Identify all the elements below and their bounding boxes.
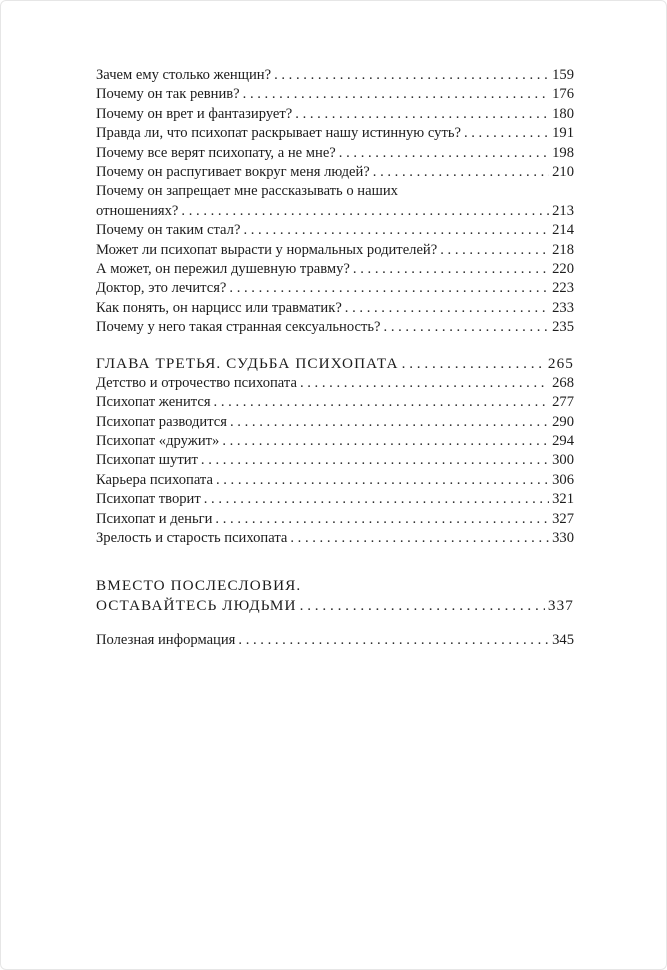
toc-entry[interactable] [96,260,574,279]
dot-leader [339,144,549,163]
dot-leader [384,318,550,337]
toc-entry-page: 223 [552,280,574,297]
toc-entry-page: 330 [552,529,574,546]
toc-chapter-heading[interactable] [96,354,574,373]
useful-info-page: 345 [552,632,574,649]
toc-entry-page: 235 [552,319,574,336]
dot-leader [230,413,549,432]
toc-entry-title: Детство и отрочество психопата [96,374,297,391]
toc-entry-page: 306 [552,471,574,488]
toc-entry-title: Доктор, это лечится? [96,280,227,297]
dot-leader [290,529,549,548]
dot-leader [345,299,549,318]
toc-entry[interactable] [96,163,574,182]
toc-entry-title: Как понять, он нарцисс или травматик? [96,299,342,316]
toc-entry-title: Почему он таким стал? [96,222,241,239]
toc-entry-title: Психопат «дружит» [96,433,220,450]
toc-entry-page: 321 [552,491,574,508]
toc-entry-title: Зачем ему столько женщин? [96,67,272,83]
dot-leader [216,471,549,490]
toc-entry-title: Психопат и деньги [96,510,213,527]
toc-entry-title-line1[interactable]: Почему он запрещает мне рассказывать о наших [96,183,398,200]
section-spacer [96,548,574,576]
toc-entry[interactable] [96,124,574,143]
toc-entry-page: 191 [552,125,574,142]
toc-entry-page: 218 [552,241,574,258]
toc-entry[interactable] [96,432,574,451]
toc-entry[interactable] [96,451,574,470]
dot-leader [214,393,550,412]
dot-leader [353,260,549,279]
dot-leader [464,124,549,143]
toc-entry-title: Почему он врет и фантазирует? [96,105,293,122]
toc-entry[interactable] [96,374,574,393]
dot-leader [300,596,545,615]
toc-entry-title: Карьера психопата [96,471,213,488]
toc-chapter-heading[interactable] [96,596,574,615]
toc-entry[interactable] [96,144,574,163]
useful-info-title: Полезная информация [96,632,236,649]
toc-entry[interactable] [96,471,574,490]
toc-entry[interactable] [96,510,574,529]
toc-entry-page: 213 [552,202,574,219]
toc-entry-page: 290 [552,413,574,430]
toc-entry-title: Правда ли, что психопат раскрывает нашу истинную суть? [96,125,461,142]
dot-leader [238,631,549,650]
toc-entry-page: 214 [552,222,574,239]
toc-entry[interactable] [96,221,574,240]
dot-leader [373,163,549,182]
dot-leader [243,85,549,104]
toc-entry[interactable] [96,299,574,318]
toc-entry-title: Зрелость и старость психопата [96,529,288,546]
toc-entry-title: Может ли психопат вырасти у нормальных родителей? [96,241,438,258]
toc-entry[interactable] [96,279,574,298]
toc-entry-title: А может, он пережил душевную травму? [96,260,350,277]
toc-entry[interactable] [96,105,574,124]
toc-entry[interactable] [96,202,574,221]
toc-entry-page: 327 [552,510,574,527]
dot-leader [300,374,549,393]
toc-entry-title: Почему все верят психопату, а не мне? [96,144,336,161]
dot-leader [243,221,549,240]
toc-entry-page: 268 [552,374,574,391]
toc-entry-title: Почему он так ревнив? [96,86,240,103]
toc-entry-page: 300 [552,452,574,469]
dot-leader [274,66,549,85]
toc-entry[interactable] [96,413,574,432]
toc-entry[interactable] [96,490,574,509]
dot-leader [201,451,549,470]
chapter-page: 265 [547,355,574,373]
toc-entry-title: Психопат шутит [96,452,198,469]
epilogue-title-line1[interactable]: ВМЕСТО ПОСЛЕСЛОВИЯ. [96,577,302,595]
epilogue-title-line2: ОСТАВАЙТЕСЬ ЛЮДЬМИ [96,596,297,614]
toc-entry-page: 220 [552,260,574,277]
toc-entry-title: Психопат женится [96,394,211,411]
section-spacer [96,615,574,631]
dot-leader [204,490,549,509]
dot-leader [222,432,549,451]
toc-entry-page: 180 [552,105,574,122]
chapter-title: ГЛАВА ТРЕТЬЯ. СУДЬБА ПСИХОПАТА [96,355,399,373]
toc-entry[interactable] [96,393,574,412]
dot-leader [440,241,549,260]
toc-entry-page: 159 [552,67,574,83]
dot-leader [181,202,549,221]
epilogue-page: 337 [547,596,574,614]
section-spacer [96,337,574,354]
toc-entry[interactable] [96,631,574,650]
toc-entry-page: 176 [552,86,574,103]
toc-entry-title: Почему он распугивает вокруг меня людей? [96,163,370,180]
dot-leader [215,510,549,529]
dot-leader [295,105,549,124]
toc-entry-page: 277 [552,394,574,411]
toc-entry-page: 210 [552,163,574,180]
toc-entry[interactable] [96,318,574,337]
toc-entry[interactable] [96,241,574,260]
toc-entry-page: 233 [552,299,574,316]
toc-entry[interactable] [96,529,574,548]
toc-entry-title: Почему у него такая странная сексуальность? [96,319,381,336]
toc-entry[interactable] [96,66,574,85]
toc-entry-page: 294 [552,433,574,450]
toc-entry-title-line2: отношениях? [96,202,179,219]
toc-entry-title: Психопат разводится [96,413,227,430]
dot-leader [229,279,549,298]
table-of-contents [96,66,574,651]
dot-leader [402,354,545,373]
toc-entry-title: Психопат творит [96,491,201,508]
toc-entry-page: 198 [552,144,574,161]
toc-entry[interactable] [96,85,574,104]
